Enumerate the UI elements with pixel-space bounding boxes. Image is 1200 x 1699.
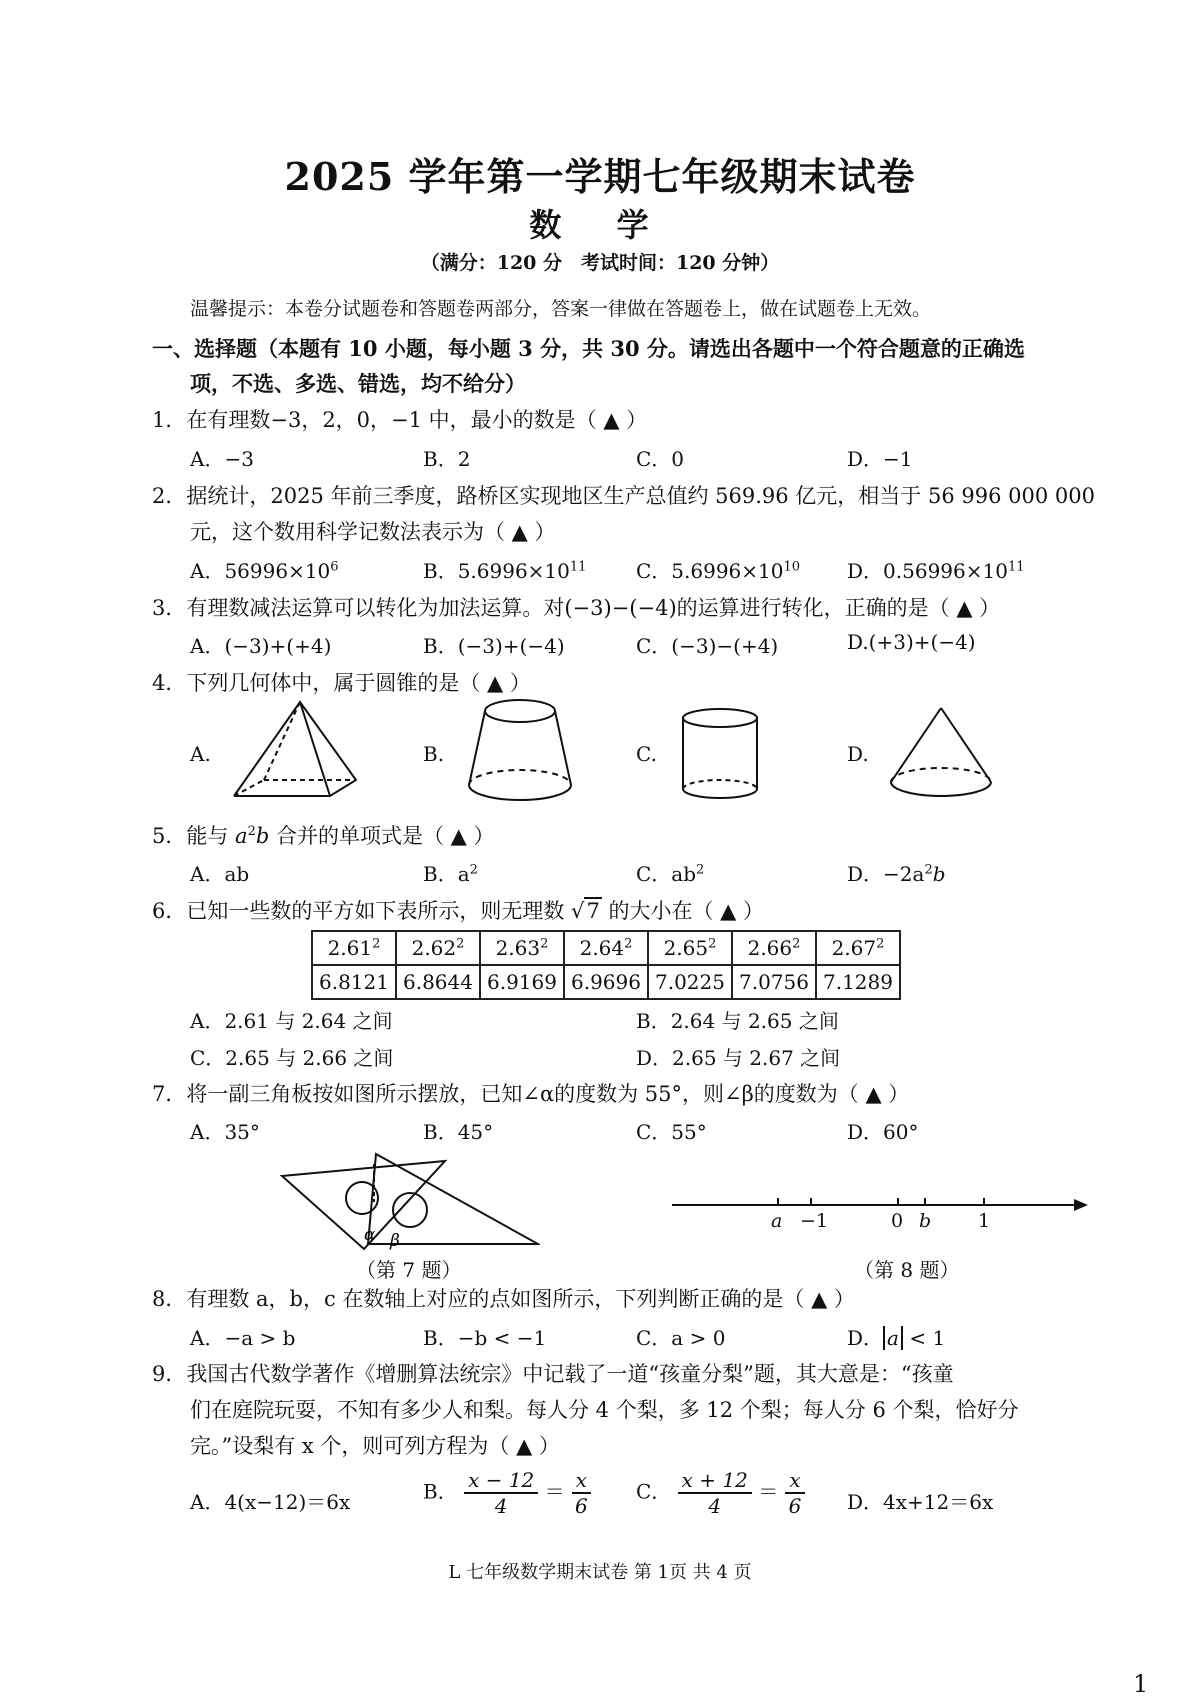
q2-option-a: A．$56996\times 10^6$ — [190, 559, 339, 583]
table-cell: 2.67$^2$ — [816, 931, 900, 965]
page-number: 1 — [1133, 1670, 1149, 1698]
question-3-stem: 3．有理数减法运算可以转化为加法运算。对(−3)−(−4)的运算进行转化，正确的是（ ▲ ） — [152, 596, 1001, 620]
table-cell: 2.64$^2$ — [564, 931, 648, 965]
q5-option-a: A．ab — [190, 862, 250, 886]
table-cell: 2.63$^2$ — [480, 931, 564, 965]
q1-option-a: A．−3 — [190, 447, 254, 471]
q3-option-a: A．(−3)+(+4) — [190, 634, 332, 658]
q6-option-a: A．2.61 与 2.64 之间 — [190, 1009, 393, 1033]
table-row — [312, 965, 900, 999]
exam-tip: 温馨提示：本卷分试题卷和答题卷两部分，答案一律做在答题卷上，做在试题卷上无效。 — [190, 298, 932, 320]
figure-7-caption: （第 7 题） — [356, 1258, 462, 1282]
q8-option-b: B．−b < −1 — [423, 1326, 547, 1350]
question-1-stem: 1．在有理数−3，2，0，−1 中，最小的数是（ ▲ ） — [152, 408, 648, 432]
question-2-stem-cont: 元，这个数用科学记数法表示为（ ▲ ） — [190, 520, 556, 544]
cylinder-figure — [680, 707, 760, 803]
question-6-stem: 6．已知一些数的平方如下表所示，则无理数 √7 的大小在（ ▲ ） — [152, 899, 764, 923]
q2-option-d: D．$0.56996\times 10^{11}$ — [847, 559, 1025, 583]
axis-label-neg1: −1 — [800, 1210, 829, 1229]
q9-option-d: D．4x+12＝6x — [847, 1490, 994, 1514]
table-cell: 6.8644 — [396, 965, 480, 999]
q4-option-d-label: D. — [847, 742, 869, 766]
q3-option-d: D.(+3)+(−4) — [847, 630, 976, 654]
q5-option-c: C．$ab^2$ — [636, 862, 705, 886]
q1-option-c: C．0 — [636, 447, 685, 471]
frustum-figure — [465, 697, 575, 805]
section-heading: 一、选择题（本题有 10 小题，每小题 3 分，共 30 分。请选出各题中一个符合题意的正确选 — [152, 336, 1025, 361]
q9-option-c: C． $\frac{x + 12}{4}$ ＝ $\frac{x}{6}$ — [636, 1468, 805, 1518]
question-5-stem: 5．能与 $a^2b$ 合并的单项式是（ ▲ ） — [152, 824, 495, 848]
section-heading-cont: 项，不选、多选、错选，均不给分） — [190, 371, 526, 396]
table-cell: 2.66$^2$ — [732, 931, 816, 965]
page-title: 2025 学年第一学期七年级期末试卷 — [284, 154, 916, 199]
q7-option-b: B．45° — [423, 1120, 494, 1144]
table-row — [312, 931, 900, 965]
sqrt-radicand: 7 — [586, 899, 600, 923]
question-2-stem: 2．据统计，2025 年前三季度，路桥区实现地区生产总值约 569.96 亿元，相当于 56 996 000 000 — [152, 484, 1095, 508]
q1-option-b: B．2 — [423, 447, 471, 471]
table-cell: 6.9169 — [480, 965, 564, 999]
table-cell: 7.1289 — [816, 965, 900, 999]
q8-option-c: C．a > 0 — [636, 1326, 726, 1350]
page-footer: L 七年级数学期末试卷 第 1页 共 4 页 — [448, 1562, 752, 1583]
question-4-stem: 4．下列几何体中，属于圆锥的是（ ▲ ） — [152, 671, 531, 695]
cone-figure — [887, 706, 995, 802]
q9-option-b: B． $\frac{x - 12}{4}$ ＝ $\frac{x}{6}$ — [423, 1468, 592, 1518]
beta-label: β — [390, 1231, 400, 1251]
q6-option-d: D．2.65 与 2.67 之间 — [636, 1046, 841, 1070]
axis-label-one: 1 — [978, 1210, 991, 1229]
figure-8-caption: （第 8 题） — [854, 1258, 960, 1282]
q5-option-d: D．$-2a^2b$ — [847, 862, 946, 886]
question-8-stem: 8．有理数 a，b，c 在数轴上对应的点如图所示，下列判断正确的是（ ▲ ） — [152, 1287, 855, 1311]
q3-option-b: B．(−3)+(−4) — [423, 634, 565, 658]
q6-option-b: B．2.64 与 2.65 之间 — [636, 1009, 839, 1033]
q1-option-d: D．−1 — [847, 447, 913, 471]
question-9-stem-cont-1: 们在庭院玩耍，不知有多少人和梨。每人分 4 个梨，多 12 个梨；每人分 6 个梨，恰好分 — [190, 1398, 1019, 1422]
subject-title: 数 学 — [529, 206, 671, 244]
q5-option-b: B．$a^2$ — [423, 862, 478, 886]
table-cell: 6.9696 — [564, 965, 648, 999]
question-9-stem-cont-2: 完。”设梨有 x 个，则可列方程为（ ▲ ） — [190, 1434, 560, 1458]
set-square-figure — [280, 1152, 540, 1252]
alpha-label: α — [364, 1225, 376, 1245]
axis-label-b: b — [919, 1210, 932, 1229]
table-cell: 7.0756 — [732, 965, 816, 999]
q7-option-d: D．60° — [847, 1120, 919, 1144]
q7-option-c: C．55° — [636, 1120, 707, 1144]
squares-table — [311, 930, 901, 1000]
q8-option-d: D． a < 1 — [847, 1326, 946, 1350]
q4-option-c-label: C. — [636, 742, 657, 766]
q8-option-a: A．−a > b — [190, 1326, 296, 1350]
exam-meta: （满分：120 分 考试时间：120 分钟） — [420, 252, 780, 274]
sqrt-symbol: √ — [571, 899, 585, 923]
table-cell: 2.62$^2$ — [396, 931, 480, 965]
q9-option-a: A．4(x−12)＝6x — [190, 1490, 351, 1514]
question-9-stem: 9．我国古代数学著作《增删算法统宗》中记载了一道“孩童分梨”题，其大意是：“孩童 — [152, 1362, 954, 1386]
table-cell: 2.65$^2$ — [648, 931, 732, 965]
q4-option-a-label: A. — [190, 742, 211, 766]
table-cell: 6.8121 — [312, 965, 396, 999]
number-line-figure — [670, 1185, 1090, 1229]
q3-option-c: C．(−3)−(+4) — [636, 634, 779, 658]
q6-option-c: C．2.65 与 2.66 之间 — [190, 1046, 394, 1070]
axis-label-zero: 0 — [891, 1210, 904, 1229]
q4-option-b-label: B. — [423, 742, 445, 766]
table-cell: 2.61$^2$ — [312, 931, 396, 965]
pyramid-figure — [232, 700, 360, 800]
table-cell: 7.0225 — [648, 965, 732, 999]
q7-option-a: A．35° — [190, 1120, 260, 1144]
question-7-stem: 7．将一副三角板按如图所示摆放，已知∠α的度数为 55°，则∠β的度数为（ ▲ ） — [152, 1082, 910, 1106]
q2-option-b: B．$5.6996\times 10^{11}$ — [423, 559, 587, 583]
q2-option-c: C．$5.6996\times 10^{10}$ — [636, 559, 801, 583]
axis-label-a: a — [771, 1210, 783, 1229]
